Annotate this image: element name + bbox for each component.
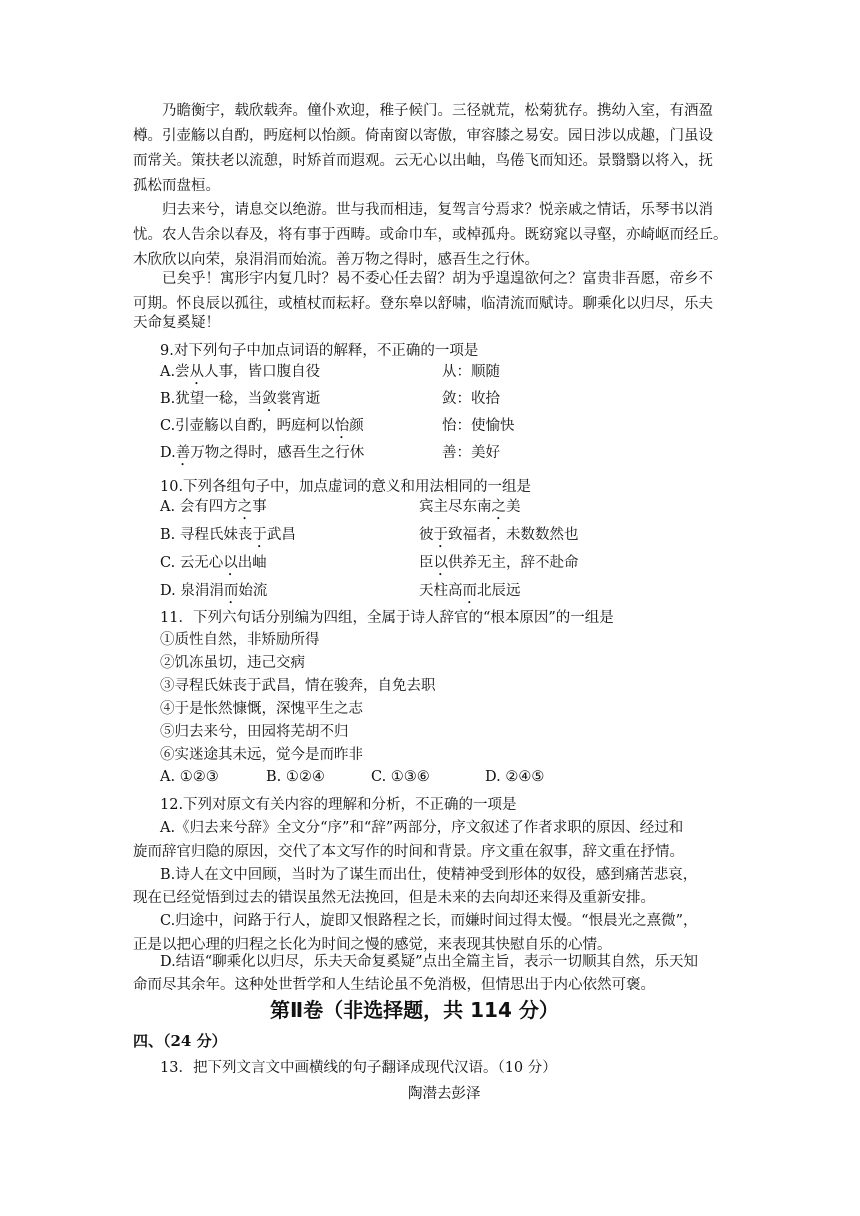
q11-item: ④于是怅然慷慨，深愧平生之志: [160, 701, 363, 717]
question-9-stem: 9.对下列句子中加点词语的解释，不正确的一项是: [160, 343, 479, 359]
question-13-stem: 13．把下列文言文中画横线的句子翻译成现代汉语。（10 分）: [160, 1060, 557, 1076]
q12-option-a-line1: A.《归去来兮辞》全文分“序”和“辞”两部分，序文叙述了作者求职的原因、经过和: [160, 820, 684, 836]
q11-choice-c: C. ①③⑥: [371, 769, 430, 785]
q11-item: ⑥实迷途其未远，觉今是而昨非: [160, 747, 363, 763]
passage-line: 天命复奚疑！: [133, 315, 220, 331]
q12-option-d-line2: 命而尽其余年。这种处世哲学和人生结论虽不免消极，但情思出于内心依然可褒。: [133, 977, 655, 993]
q11-choice-b: B. ①②④: [266, 769, 325, 785]
q11-choice-a: A. ①②③: [160, 769, 219, 785]
passage-line: 樽。引壶觞以自酌，眄庭柯以怡颜。倚南窗以寄傲，审容膝之易安。园日涉以成趣，门虽设: [133, 128, 713, 144]
question-12-stem: 12.下列对原文有关内容的理解和分析，不正确的一项是: [160, 797, 517, 813]
question-11-stem: 11．下列六句话分别编为四组，全属于诗人辞官的“根本原因”的一组是: [160, 610, 614, 626]
q11-item: ②饥冻虽切，违己交病: [160, 655, 305, 671]
q12-option-a-line2: 旋而辞官归隐的原因，交代了本文写作的时间和背景。序文重在叙事，辞文重在抒情。: [133, 844, 684, 860]
part-2-title: 第Ⅱ卷（非选择题，共 114 分）: [270, 998, 559, 1022]
q12-option-b-line2: 现在已经觉悟到过去的错误虽然无法挽回，但是未来的去向却还来得及重新安排。: [133, 890, 655, 906]
question-10-stem: 10.下列各组句子中，加点虚词的意义和用法相同的一组是: [160, 479, 532, 495]
q11-item: ③寻程氏妹丧于武昌，情在骏奔，自免去职: [160, 678, 436, 694]
q11-item: ⑤归去来兮，田园将芜胡不归: [160, 724, 349, 740]
passage-line: 已矣乎！寓形宇内复几时？曷不委心任去留？胡为乎遑遑欲何之？富贵非吾愿，帝乡不: [162, 271, 713, 287]
passage-line: 而常关。策扶老以流憩，时矫首而遐观。云无心以出岫，鸟倦飞而知还。景翳翳以将入，抚: [133, 153, 713, 169]
passage-line: 可期。怀良辰以孤往，或植杖而耘耔。登东皋以舒啸，临清流而赋诗。聊乘化以归尽，乐夫: [133, 296, 713, 312]
q11-item: ①质性自然，非矫励所得: [160, 632, 320, 648]
exam-page: 乃瞻衡宇，载欣载奔。僮仆欢迎，稚子候门。三径就荒，松菊犹存。携幼入室，有酒盈 樽。引壶觞以自酌，眄庭柯以怡颜。倚南窗以寄傲，审容膝之易安。园日涉以成趣，门虽设 而常关。策扶老以流憩，时矫首而遐观。云无心以出岫，鸟倦飞而知还。景翳翳以将入，抚 孤松而盘桓。 归去来兮，请息交以绝游。世与我而相违，复驾言兮焉求？悦亲戚之情话，乐琴书以消 忧。农人告余以春及，将有事于西畴。或命巾车，或棹孤舟。既窈窕以寻壑，亦崎岖而经丘。 木欣欣以向荣，泉涓涓而始流。善万物之得时，感吾生之行休。 已矣乎！寓形宇内复几时？曷不委心任去留？胡为乎遑遑欲何之？富贵非吾愿，帝乡不 可期。怀良辰以孤往，或植杖而耘耔。登东皋以舒啸，临清流而赋诗。聊乘化以归尽，乐夫 天命复奚疑！ 9.对下列句子中加点词语的解释，不正确的一项是 A.尝从人事，皆口腹自役 从：顺随 B.犹望一稔，当敛裳宵逝 敛：收拾 C.引壶觞以自酌，眄庭柯以怡颜 怡：使愉快 D.善万物之得时，感吾生之行休 善：美好 10.下列各组句子中，加点虚词的意义和用法相同的一组是 A. 会有四方之事 宾主尽东南之美 B. 寻程氏妹丧于武昌 彼于致福者，未数数然也 C. 云无心以出岫 臣以供养无主，辞不赴命 D. 泉涓涓而始流 天柱高而北辰远 11．下列六句话分别编为四组，全属于诗人辞官的“根本原因”的一组是 ①质性自然，非矫励所得 ②饥冻虽切，违己交病 ③寻程氏妹丧于武昌，情在骏奔，自免去职 ④于是怅然慷慨，深愧平生之志 ⑤归去来兮，田园将芜胡不归 ⑥实迷途其未远，觉今是而昨非 A. ①②③ B. ①②④ C. ①③⑥ D. ②④⑤ 12.下列对原文有关内容的理解和分析，不正确的一项是 A.《归去来兮辞》全文分“序”和“辞”两部分，序文叙述了作者求职的原因、经过和 旋而辞官归隐的原因，交代了本文写作的时间和背景。序文重在叙事，辞文重在抒情。 B.诗人在文中回顾，当时为了谋生而出仕，使精神受到形体的奴役，感到痛苦悲哀， 现在已经觉悟到过去的错误虽然无法挽回，但是未来的去向却还来得及重新安排。 C.归途中，问路于行人，旋即又恨路程之长，而嫌时间过得太慢。“恨晨光之熹微”， 正是以把心理的归程之长化为时间之慢的感觉，来表现其快慰自乐的心情。 D.结语“聊乘化以归尽，乐夫天命复奚疑”点出全篇主旨，表示一切顺其自然，乐天知 命而尽其余年。这种处世哲学和人生结论虽不免消极，但情思出于内心依然可褒。 第Ⅱ卷（非选择题，共 114 分） 四、（24 分） 13．把下列文言文中画横线的句子翻译成现代汉语。（10 分） 陶潜去彭泽: [133, 103, 728, 1102]
q12-option-b-line1: B.诗人在文中回顾，当时为了谋生而出仕，使精神受到形体的奴役，感到痛苦悲哀，: [160, 867, 698, 883]
q11-choice-d: D. ②④⑤: [485, 769, 545, 785]
q12-option-c-line1: C.归途中，问路于行人，旋即又恨路程之长，而嫌时间过得太慢。“恨晨光之熹微”，: [160, 913, 698, 929]
passage-line: 木欣欣以向荣，泉涓涓而始流。善万物之得时，感吾生之行休。: [133, 252, 539, 268]
passage-line: 归去来兮，请息交以绝游。世与我而相违，复驾言兮焉求？悦亲戚之情话，乐琴书以消: [162, 202, 713, 218]
passage-line: 忧。农人告余以春及，将有事于西畴。或命巾车，或棹孤舟。既窈窕以寻壑，亦崎岖而经丘。: [133, 227, 728, 243]
section-4-heading: 四、（24 分）: [133, 1032, 227, 1050]
passage-line: 孤松而盘桓。: [133, 178, 220, 194]
passage-subtitle: 陶潜去彭泽: [408, 1086, 481, 1102]
q12-option-c-line2: 正是以把心理的归程之长化为时间之慢的感觉，来表现其快慰自乐的心情。: [133, 937, 612, 953]
passage-line: 乃瞻衡宇，载欣载奔。僮仆欢迎，稚子候门。三径就荒，松菊犹存。携幼入室，有酒盈: [162, 103, 713, 119]
q12-option-d-line1: D.结语“聊乘化以归尽，乐夫天命复奚疑”点出全篇主旨，表示一切顺其自然，乐天知: [160, 954, 699, 970]
